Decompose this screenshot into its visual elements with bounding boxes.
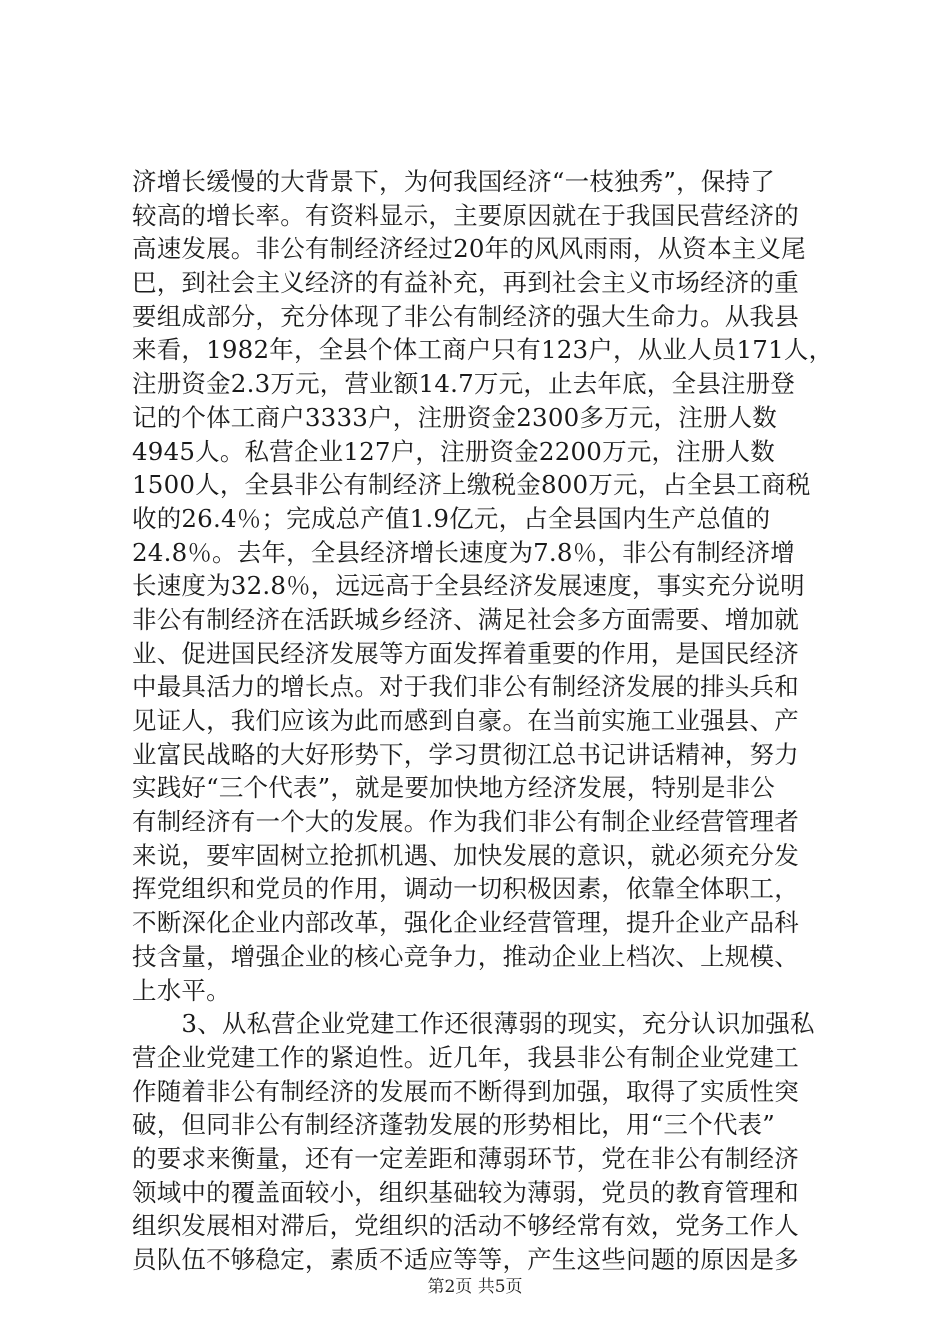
text-line: 有制经济有一个大的发展。作为我们非公有制企业经营管理者 bbox=[132, 807, 799, 837]
text-line: 技含量，增强企业的核心竞争力，推动企业上档次、上规模、 bbox=[132, 941, 799, 971]
text-line: 较高的增长率。有资料显示，主要原因就在于我国民营经济的 bbox=[132, 200, 799, 230]
body-text bbox=[132, 165, 832, 1277]
text-line: 见证人，我们应该为此而感到自豪。在当前实施工业强县、产 bbox=[132, 706, 799, 735]
text-line: 领域中的覆盖面较小，组织基础较为薄弱，党员的教育管理和 bbox=[132, 1177, 799, 1207]
text-line: 济增长缓慢的大背景下，为何我国经济“一枝独秀”，保持了 bbox=[132, 167, 775, 196]
text-line: 注册资金2.3万元，营业额14.7万元，止去年底，全县注册登 bbox=[132, 369, 796, 399]
text-line: 巴，到社会主义经济的有益补充，再到社会主义市场经济的重 bbox=[132, 268, 799, 298]
text-line: 员队伍不够稳定，素质不适应等等，产生这些问题的原因是多 bbox=[132, 1245, 799, 1274]
text-line: 破，但同非公有制经济蓬勃发展的形势相比，用“三个代表” bbox=[132, 1110, 775, 1140]
text-line: 作随着非公有制经济的发展而不断得到加强，取得了实质性突 bbox=[132, 1076, 799, 1106]
text-line: 收的26.4％；完成总产值1.9亿元，占全县国内生产总值的 bbox=[132, 503, 771, 533]
text-line: 4945人。私营企业127户，注册资金2200万元，注册人数 bbox=[132, 436, 775, 466]
text-line: 中最具活力的增长点。对于我们非公有制经济发展的排头兵和 bbox=[132, 672, 799, 702]
page-footer: 第2页 共5页 bbox=[427, 1277, 523, 1297]
text-line: 业富民战略的大好形势下，学习贯彻江总书记讲话精神，努力 bbox=[132, 739, 799, 769]
text-line: 业、促进国民经济发展等方面发挥着重要的作用，是国民经济 bbox=[132, 638, 799, 668]
text-line: 3、从私营企业党建工作还很薄弱的现实，充分认识加强私 bbox=[132, 1009, 815, 1039]
text-line: 不断深化企业内部改革，强化企业经营管理，提升企业产品科 bbox=[132, 908, 799, 938]
text-line: 记的个体工商户3333户，注册资金2300多万元，注册人数 bbox=[132, 402, 777, 432]
text-line: 1500人，全县非公有制经济上缴税金800万元，占全县工商税 bbox=[132, 470, 811, 500]
text-line: 非公有制经济在活跃城乡经济、满足社会多方面需要、增加就 bbox=[132, 604, 799, 634]
text-line: 组织发展相对滞后，党组织的活动不够经常有效，党务工作人 bbox=[132, 1211, 799, 1241]
text-line: 长速度为32.8％，远远高于全县经济发展速度，事实充分说明 bbox=[132, 571, 805, 601]
text-line: 要组成部分，充分体现了非公有制经济的强大生命力。从我县 bbox=[132, 301, 799, 331]
text-line: 营企业党建工作的紧迫性。近几年，我县非公有制企业党建工 bbox=[132, 1042, 799, 1072]
text-line: 上水平。 bbox=[132, 975, 231, 1005]
text-line: 24.8％。去年，全县经济增长速度为7.8％，非公有制经济增 bbox=[132, 537, 796, 567]
text-line: 实践好“三个代表”，就是要加快地方经济发展，特别是非公 bbox=[132, 773, 775, 803]
text-line: 来说，要牢固树立抢抓机遇、加快发展的意识，就必须充分发 bbox=[132, 840, 799, 870]
text-line: 挥党组织和党员的作用，调动一切积极因素，依靠全体职工， bbox=[132, 874, 799, 904]
text-line: 来看，1982年，全县个体工商户只有123户，从业人员171人， bbox=[132, 335, 834, 365]
text-line: 的要求来衡量，还有一定差距和薄弱环节，党在非公有制经济 bbox=[132, 1143, 799, 1173]
text-line: 高速发展。非公有制经济经过20年的风风雨雨，从资本主义尾 bbox=[132, 234, 806, 264]
